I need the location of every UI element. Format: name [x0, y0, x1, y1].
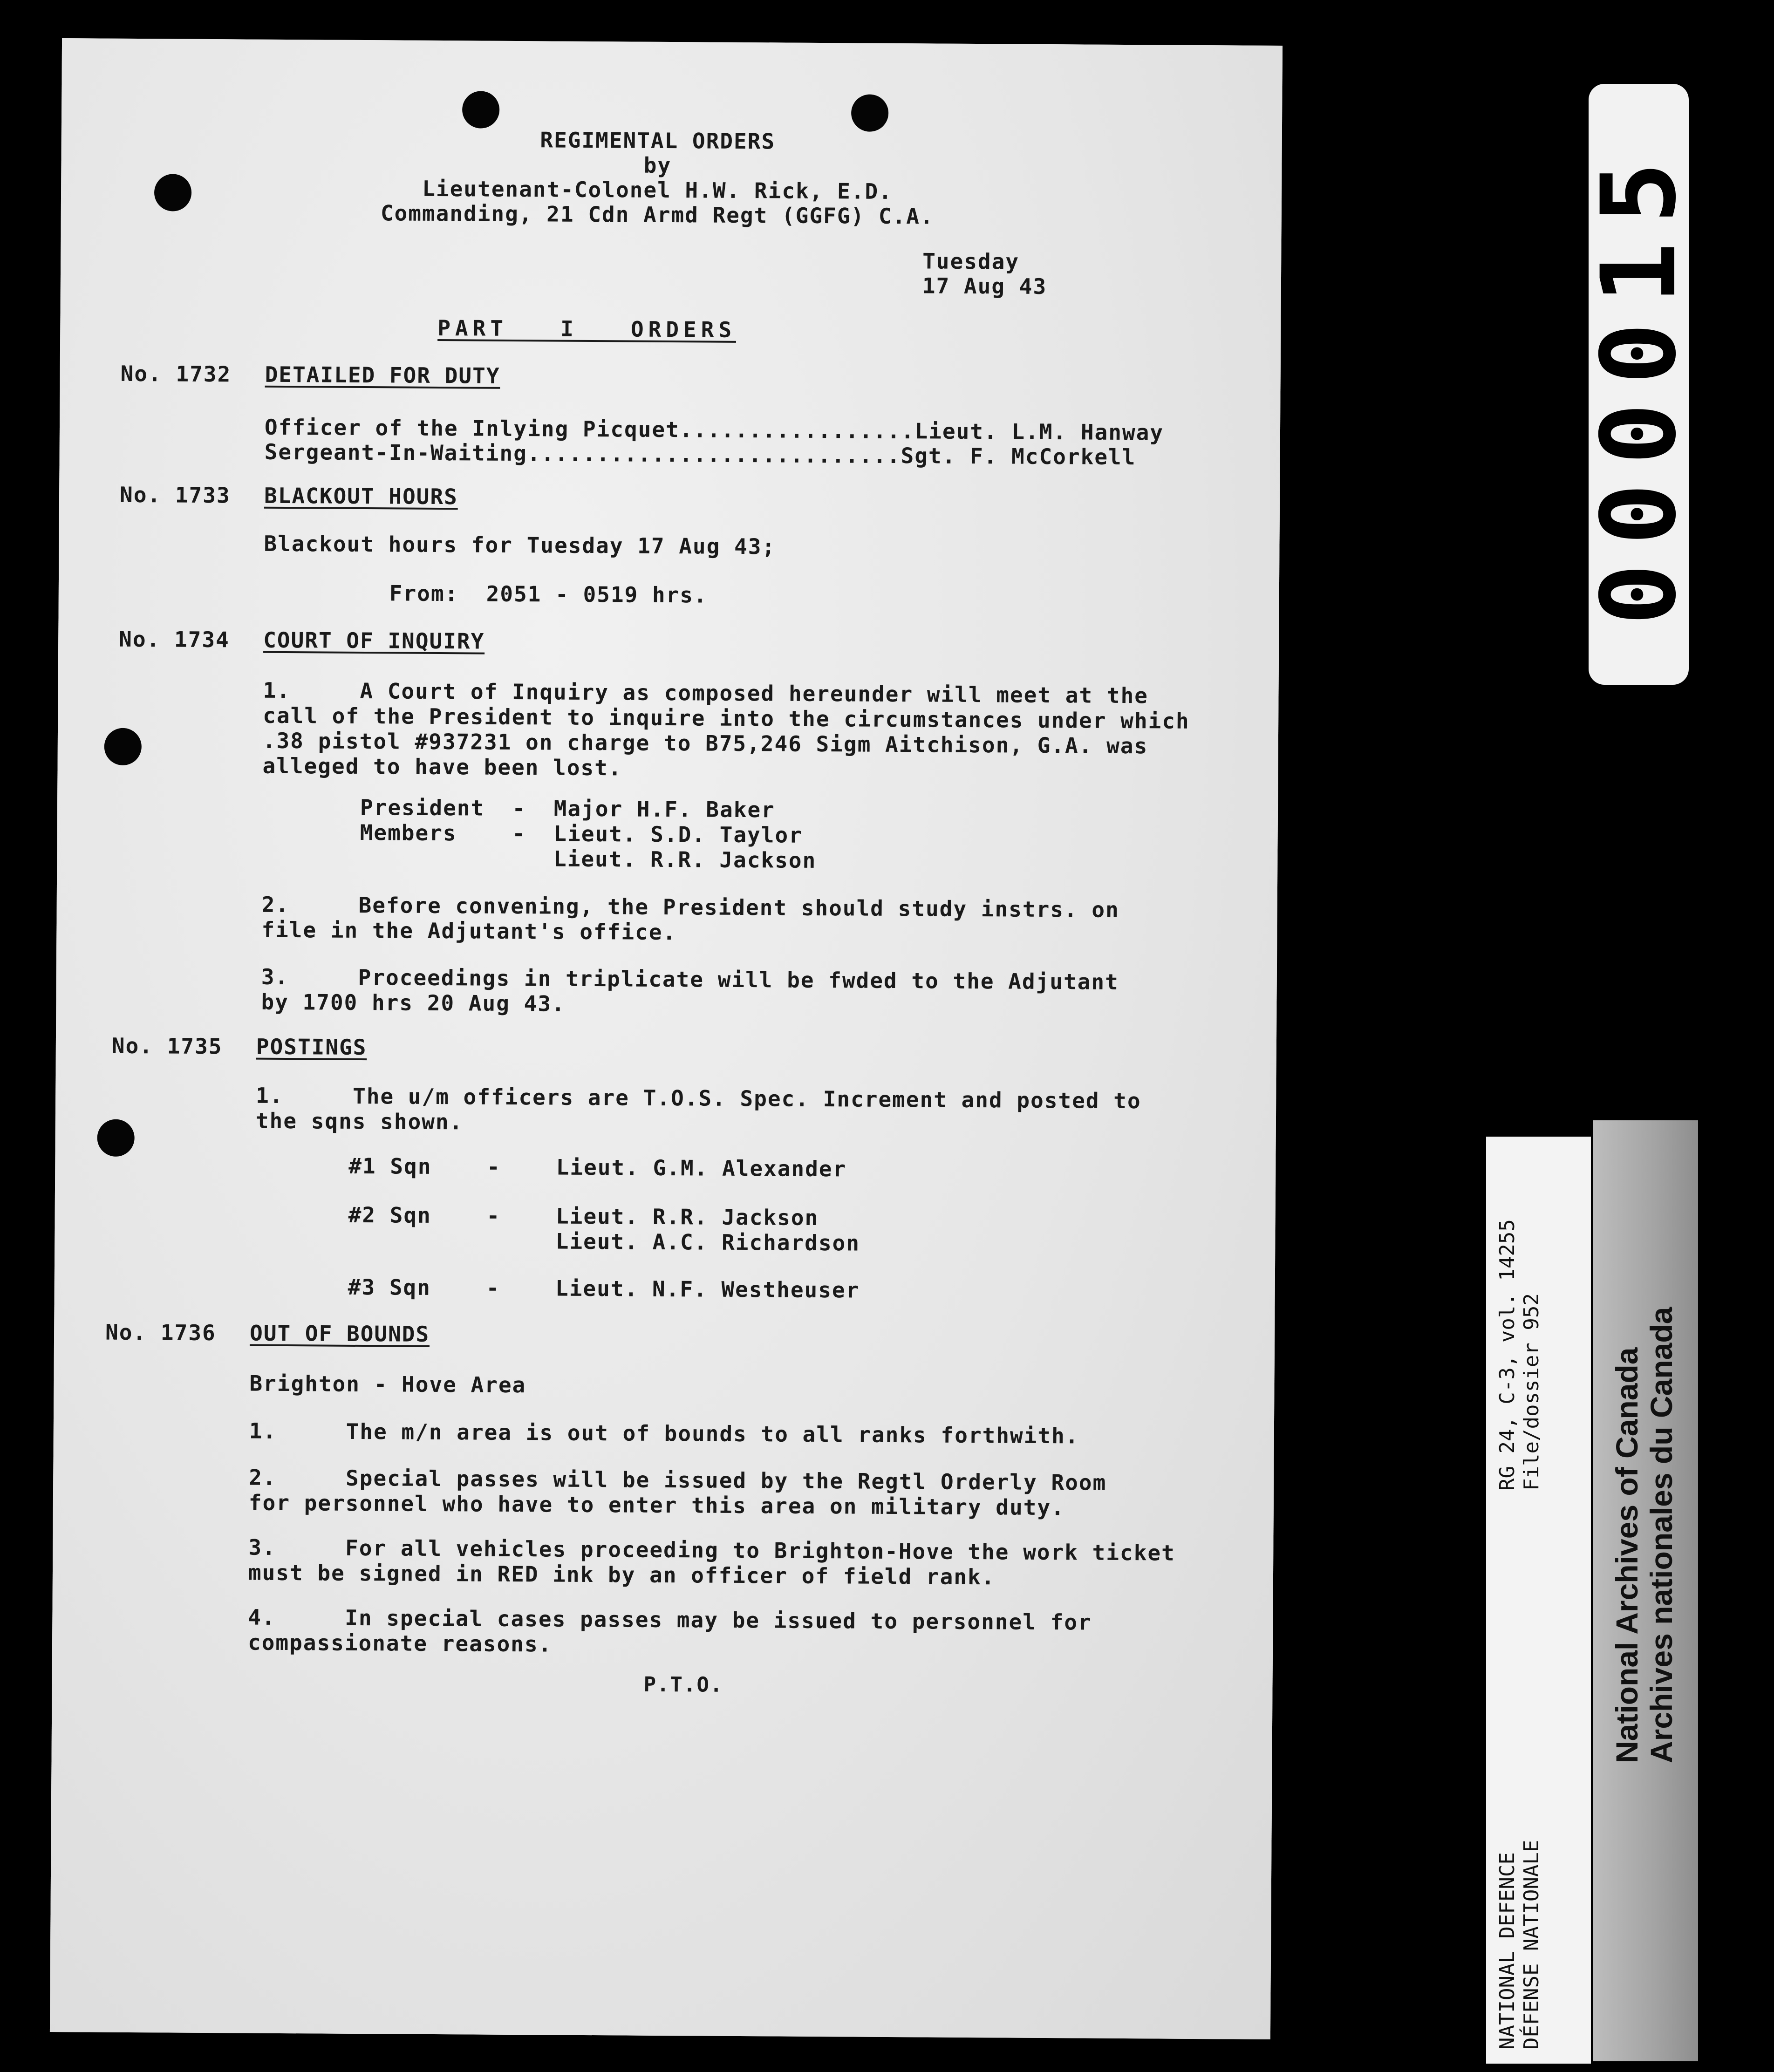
paragraph: Blackout hours for Tuesday 17 Aug 43; — [264, 531, 776, 559]
order-heading: BLACKOUT HOURS — [264, 483, 458, 510]
paragraph: 1. The u/m officers are T.O.S. Spec. Increment and posted to the sqns shown. — [255, 1083, 1141, 1135]
institution-text: National Archives of Canada Archives nationales du Canada — [1610, 1307, 1678, 1763]
punch-hole — [97, 1119, 134, 1157]
paragraph: 1. The m/n area is out of bounds to all ranks forthwith. — [249, 1418, 1079, 1449]
paragraph: 2. Special passes will be issued by the Regtl Orderly Room for personnel who have to enter this area on military duty. — [248, 1465, 1107, 1520]
order-number: No. 1734 — [119, 626, 230, 653]
paragraph: 3. For all vehicles proceeding to Brighton-Hove the work ticket must be signed in RED ink by an officer of field rank. — [248, 1534, 1175, 1590]
posting-line: #3 Sqn - Lieut. N.F. Westheuser — [348, 1274, 860, 1303]
paragraph: 2. Before convening, the President should study instrs. on file in the Adjutant's office. — [261, 892, 1119, 945]
punch-hole — [851, 94, 888, 131]
commander-line: Lieutenant-Colonel H.W. Rick, E.D. — [422, 176, 893, 204]
punch-hole — [462, 91, 499, 128]
duty-line: Officer of the Inlying Picquet.................Lieut. L.M. Hanway — [264, 414, 1164, 445]
reference-text: RG 24, C-3, vol. 14255 File/dossier 952 — [1495, 1219, 1543, 1491]
paragraph: 3. Proceedings in triplicate will be fwded to the Adjutant by 1700 hrs 20 Aug 43. — [261, 964, 1119, 1016]
orders-by: by — [643, 152, 672, 178]
order-heading: OUT OF BOUNDS — [249, 1320, 430, 1347]
order-heading: DETAILED FOR DUTY — [265, 361, 500, 388]
paragraph: 1. A Court of Inquiry as composed hereunder will meet at the call of the President to inquire into the circumstances under which .38 pistol #937231 on charge to B75,246 Sigm Aitchison, G.A. was alleged to have been lost. — [262, 677, 1190, 781]
duty-line: Sergeant-In-Waiting...........................Sgt. F. McCorkell — [264, 439, 1136, 470]
posting-line: #1 Sqn - Lieut. G.M. Alexander — [348, 1153, 847, 1182]
frame-number: 000015 — [1579, 143, 1699, 626]
paragraph: From: 2051 - 0519 hrs. — [389, 580, 708, 608]
punch-hole — [104, 728, 142, 765]
paragraph: Brighton - Hove Area — [249, 1370, 526, 1398]
order-number: No. 1736 — [105, 1319, 216, 1346]
archive-reference-label — [1486, 1137, 1591, 2064]
paragraph: 4. In special cases passes may be issued to personnel for compassionate reasons. — [247, 1604, 1092, 1657]
orders-title: REGIMENTAL ORDERS — [540, 127, 776, 154]
frame-number-tab — [1579, 84, 1699, 685]
department-text: NATIONAL DEFENCE DÉFENSE NATIONALE — [1495, 1840, 1543, 2050]
document-page — [50, 38, 1283, 2039]
board-composition: President - Major H.F. Baker Members - Lieut. S.D. Taylor Lieut. R.R. Jackson — [360, 794, 817, 873]
order-date: 17 Aug 43 — [922, 273, 1047, 299]
archive-institution-label — [1593, 1120, 1698, 2061]
order-heading: COURT OF INQUIRY — [263, 627, 485, 654]
posting-line: #2 Sqn - Lieut. R.R. Jackson Lieut. A.C. Richardson — [348, 1202, 860, 1256]
pto-note: P.T.O. — [643, 1672, 723, 1697]
commanding-line: Commanding, 21 Cdn Armd Regt (GGFG) C.A. — [380, 200, 934, 229]
order-day: Tuesday — [922, 248, 1020, 274]
order-number: No. 1735 — [111, 1033, 223, 1059]
order-number: No. 1733 — [119, 482, 231, 508]
order-number: No. 1732 — [120, 361, 232, 387]
order-heading: POSTINGS — [256, 1034, 367, 1060]
part-heading: PART I ORDERS — [437, 315, 737, 342]
